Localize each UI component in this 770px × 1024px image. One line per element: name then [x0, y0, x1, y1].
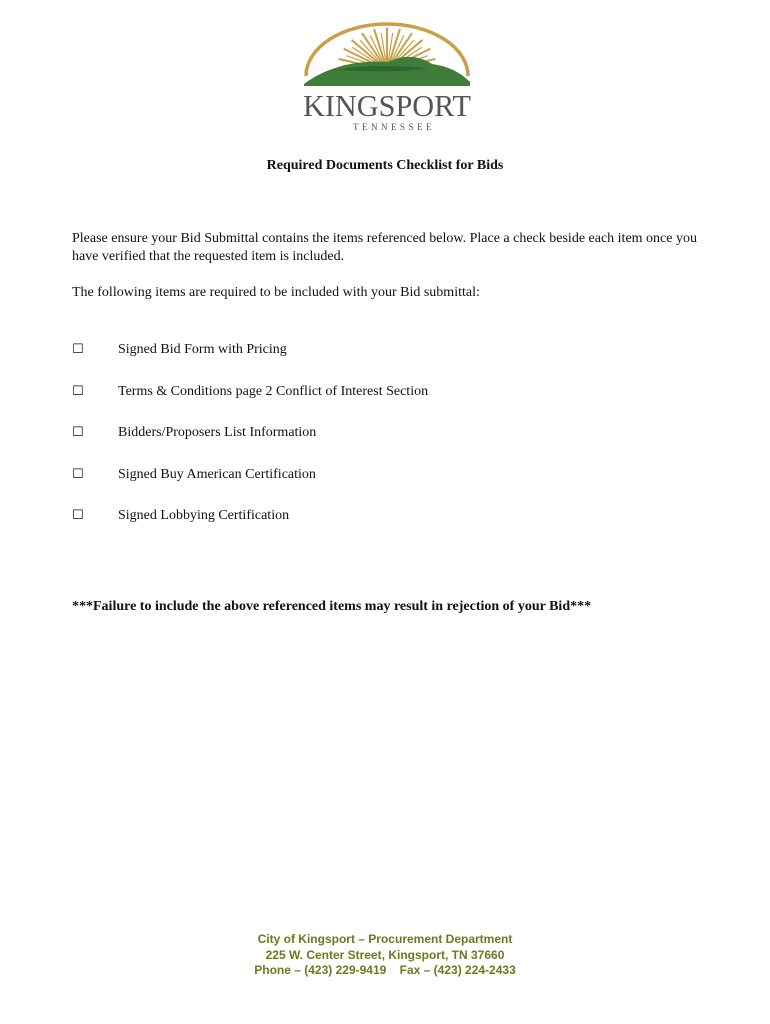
checklist-item-label: Terms & Conditions page 2 Conflict of Interest Section — [118, 383, 429, 399]
lead-paragraph: The following items are required to be included with your Bid submittal: — [72, 285, 480, 300]
logo-wordmark: KINGSPORT — [303, 88, 472, 123]
checkbox-icon[interactable]: ☐ — [72, 466, 84, 482]
checklist-item — [72, 341, 428, 383]
footer-phone-fax — [0, 963, 770, 979]
kingsport-logo-graphic — [298, 20, 476, 138]
checklist-item-label: Signed Bid Form with Pricing — [118, 342, 287, 357]
checkbox-icon[interactable]: ☐ — [72, 425, 84, 441]
checklist-item — [72, 424, 428, 466]
checkbox-icon[interactable]: ☐ — [72, 342, 84, 357]
footer-fax: Fax – (423) 224-2433 — [399, 963, 516, 977]
checklist-item — [72, 507, 428, 549]
logo-state: TENNESSEE — [353, 122, 435, 132]
footer-address: 225 W. Center Street, Kingsport, TN 37660 — [265, 947, 505, 962]
checklist-item — [72, 466, 428, 508]
footer-phone: Phone – (423) 229-9419 — [254, 963, 387, 977]
checklist-item-label: Signed Buy American Certification — [118, 466, 316, 482]
intro-paragraph: Please ensure your Bid Submittal contains the items referenced below. Place a check beside each item once you have verified that the requested item is included. — [72, 231, 697, 264]
required-items-checklist — [72, 341, 428, 549]
page-title: Required Documents Checklist for Bids — [266, 158, 504, 173]
footer-contact — [0, 932, 770, 979]
rejection-warning: ***Failure to include the above referenced items may result in rejection of your Bid*** — [72, 599, 592, 614]
checkbox-icon[interactable]: ☐ — [72, 508, 84, 524]
checklist-item — [72, 383, 428, 425]
checklist-item-label: Bidders/Proposers List Information — [118, 425, 317, 441]
checklist-item-label: Signed Lobbying Certification — [118, 508, 290, 524]
checkbox-icon[interactable]: ☐ — [72, 383, 84, 399]
kingsport-logo — [298, 20, 476, 138]
footer-department: City of Kingsport – Procurement Department — [257, 932, 513, 946]
